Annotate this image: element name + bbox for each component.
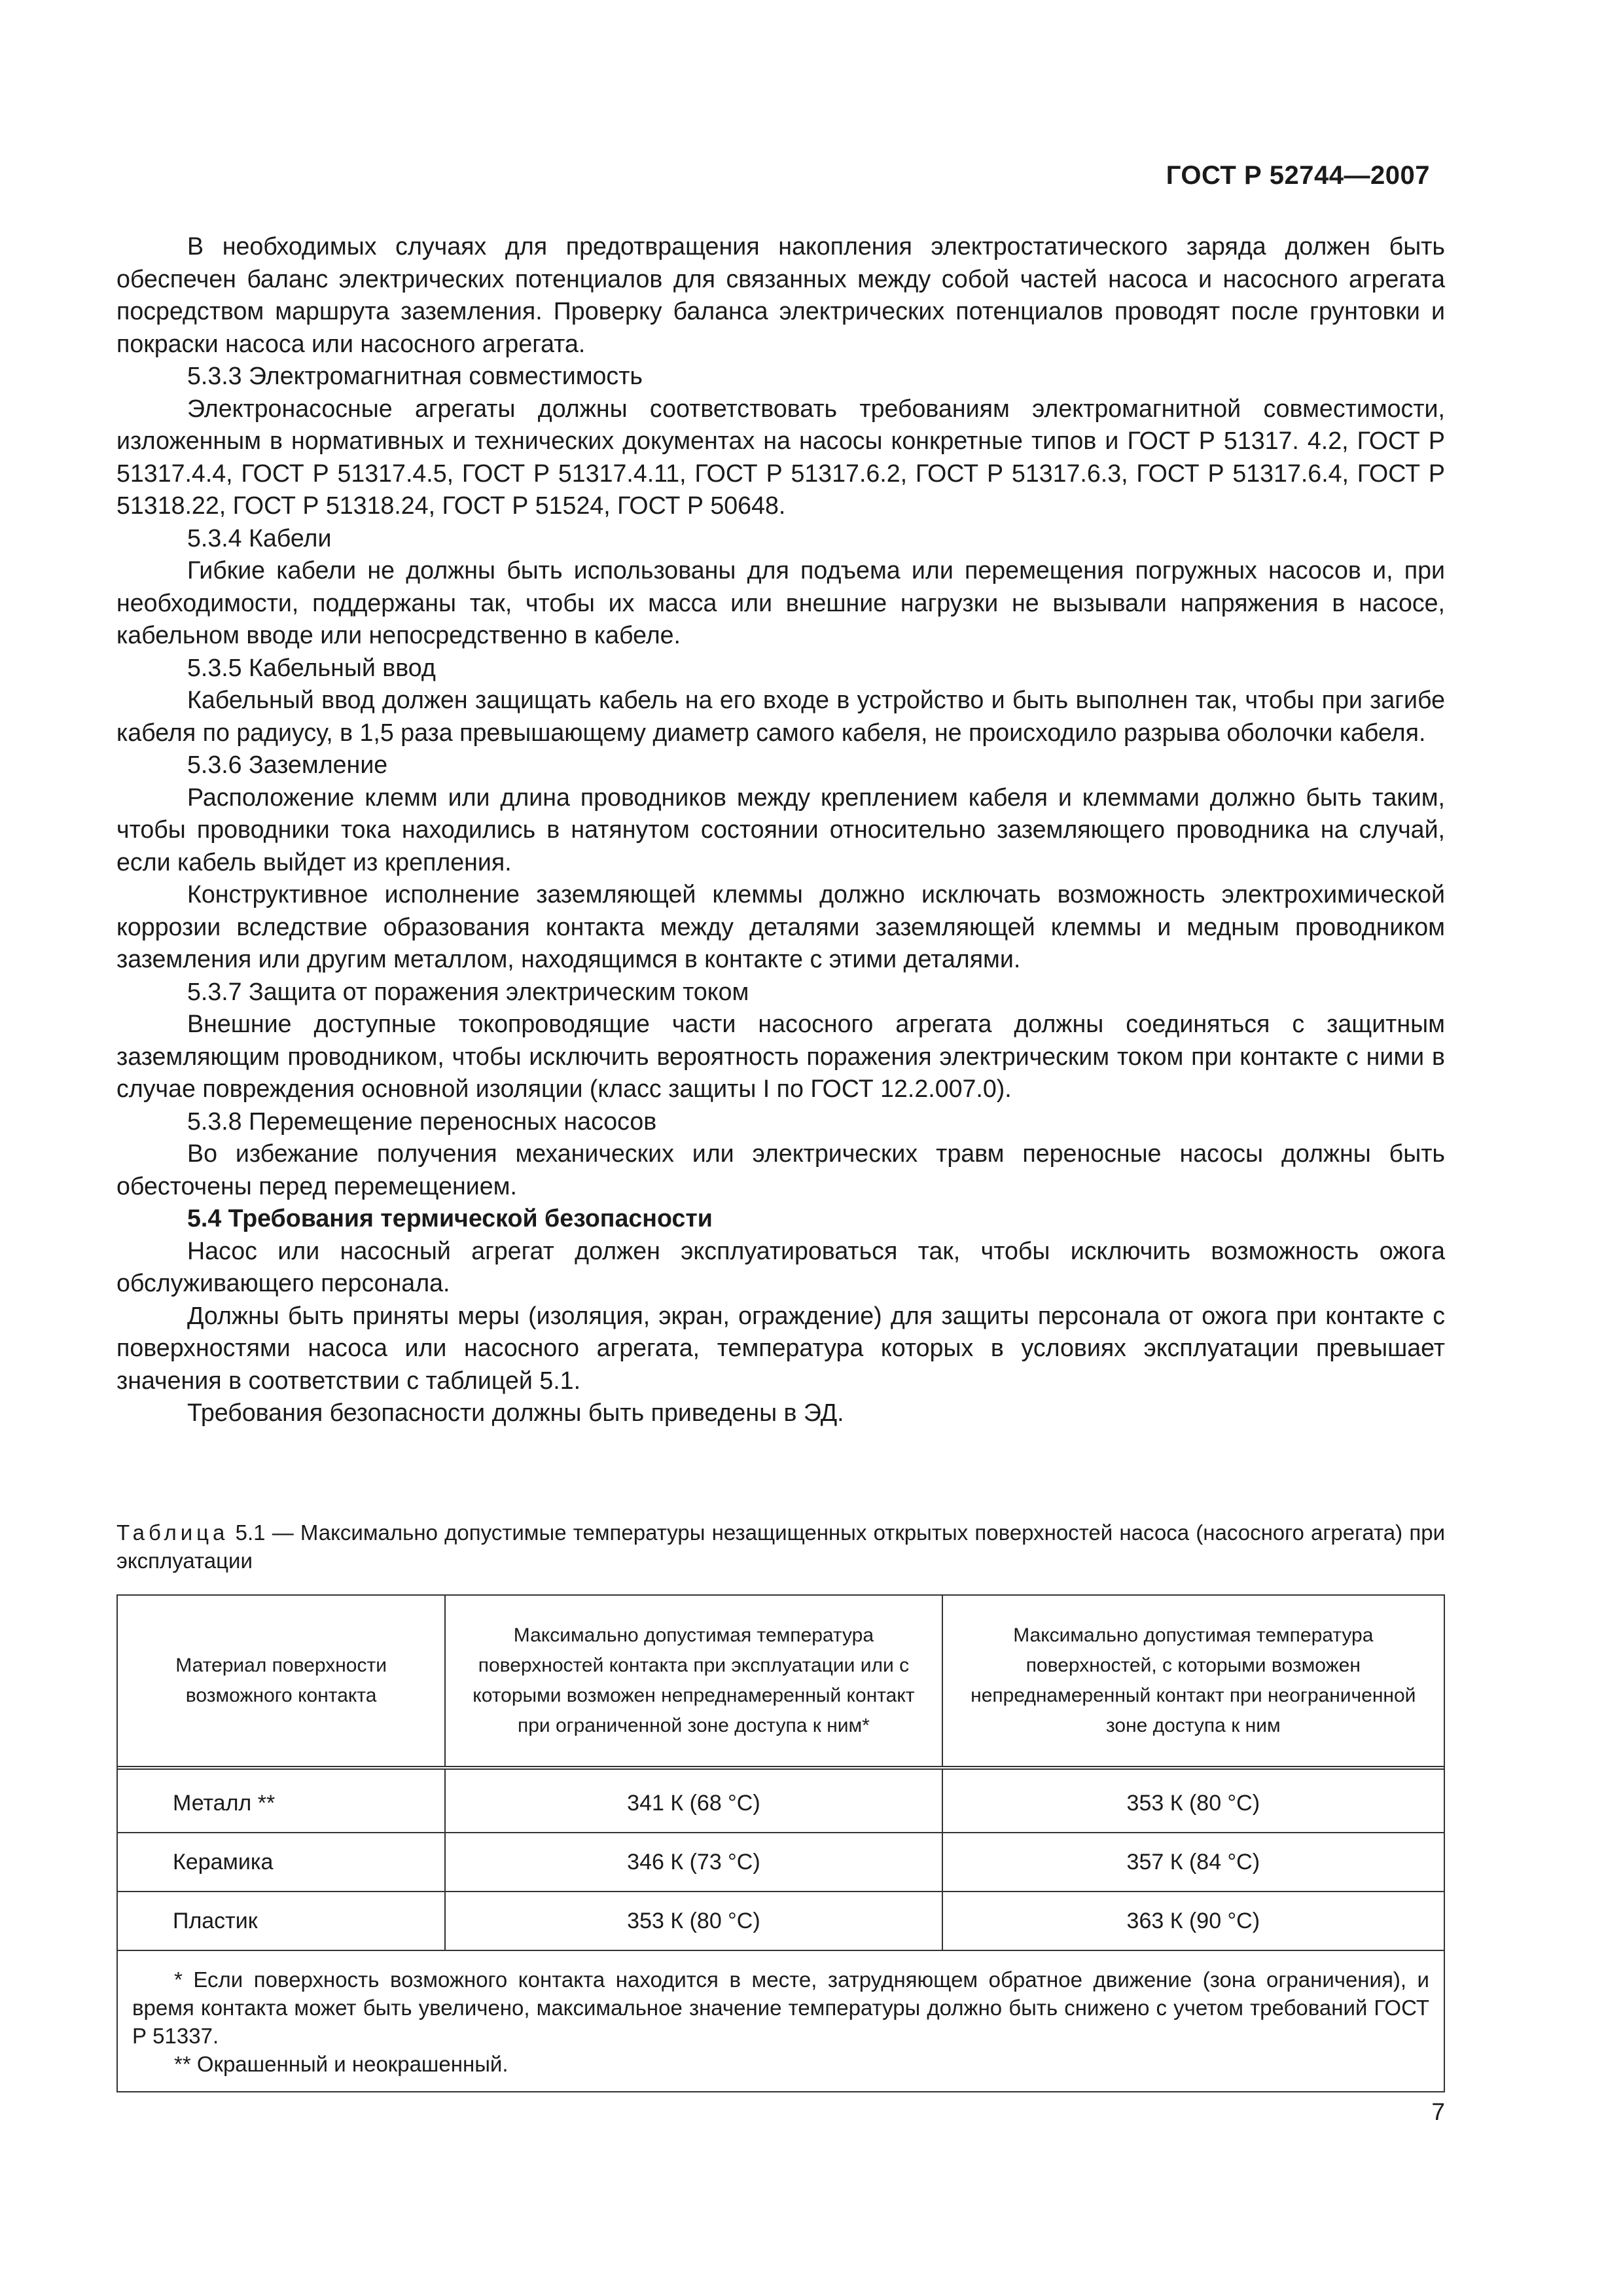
paragraph-grounding-corrosion: Конструктивное исполнение заземляющей клеммы должно исключать возможность электрохимической коррозии вследствие образования контакта между деталями заземляющей клеммы и медным проводником заземления или другим металлом, находящимся в контакте с этими деталями. <box>116 880 1445 973</box>
cell-unlimited-temp: 363 К (90 °С) <box>942 1892 1444 1950</box>
body-text <box>116 230 1445 1429</box>
cell-limited-temp: 353 К (80 °С) <box>445 1892 942 1950</box>
table-caption-number: 5.1 <box>235 1520 266 1545</box>
table-header-row <box>118 1596 1444 1768</box>
section-heading-5-3-6: 5.3.6 Заземление <box>187 751 388 778</box>
table-note-1: * Если поверхность возможного контакта находится в месте, затрудняющем обратное движение (зона ограничения), и время контакта может быть увеличено, максимальное значение температуры должно быть снижено с учетом требований ГОСТ Р 51337. <box>132 1967 1429 2048</box>
table-row <box>118 1833 1444 1892</box>
section-heading-5-3-5: 5.3.5 Кабельный ввод <box>187 653 436 681</box>
cell-material: Пластик <box>118 1892 445 1950</box>
table-caption-text: — Максимально допустимые температуры незащищенных открытых поверхностей насоса (насосного агрегата) при эксплуатации <box>116 1520 1446 1573</box>
cell-unlimited-temp: 357 К (84 °С) <box>942 1833 1444 1892</box>
table-note-2: ** Окрашенный и неокрашенный. <box>174 2052 508 2076</box>
cell-material: Керамика <box>118 1833 445 1892</box>
paragraph-burn-risk: Насос или насосный агрегат должен эксплуатироваться так, чтобы исключить возможность ожога обслуживающего персонала. <box>116 1236 1445 1297</box>
paragraph-safety-requirements: Требования безопасности должны быть приведены в ЭД. <box>187 1399 844 1426</box>
column-header-unlimited-access: Максимально допустимая температура поверхностей, с которыми возможен непреднамеренный контакт при неограниченной зоне доступа к ним <box>942 1596 1444 1768</box>
paragraph-grounding-terminals: Расположение клемм или длина проводников между креплением кабеля и клеммами должно быть таким, чтобы проводники тока находились в натянутом состоянии относительно заземляющего проводника на случай, если кабель выйдет из крепления. <box>116 783 1445 876</box>
table-caption <box>116 1518 1445 1575</box>
cell-limited-temp: 341 К (68 °С) <box>445 1768 942 1833</box>
table-notes <box>118 1950 1444 2091</box>
cell-unlimited-temp: 353 К (80 °С) <box>942 1768 1444 1833</box>
paragraph-shock-protection: Внешние доступные токопроводящие части насосного агрегата должны соединяться с защитным заземляющим проводником, чтобы исключить вероятность поражения электрическим током при контакте с ними в случае повреждения основной изоляции (класс защиты I по ГОСТ 12.2.007.0). <box>116 1010 1445 1102</box>
section-heading-5-4: 5.4 Требования термической безопасности <box>187 1204 713 1232</box>
cell-material: Металл ** <box>118 1768 445 1833</box>
section-heading-5-3-8: 5.3.8 Перемещение переносных насосов <box>187 1107 657 1135</box>
table-row <box>118 1768 1444 1833</box>
section-heading-5-3-4: 5.3.4 Кабели <box>187 524 332 552</box>
paragraph-cables: Гибкие кабели не должны быть использованы для подъема или перемещения погружных насосов и, при необходимости, поддержаны так, чтобы их масса или внешние нагрузки не вызывали напряжения в насосе, кабельном вводе или непосредственно в кабеле. <box>116 556 1445 649</box>
column-header-limited-access: Максимально допустимая температура поверхностей контакта при эксплуатации или с которыми возможен непреднамеренный контакт при ограниченной зоне доступа к ним* <box>445 1596 942 1768</box>
cell-limited-temp: 346 К (73 °С) <box>445 1833 942 1892</box>
section-heading-5-3-3: 5.3.3 Электромагнитная совместимость <box>187 362 643 389</box>
section-heading-5-3-7: 5.3.7 Защита от поражения электрическим током <box>187 977 749 1005</box>
paragraph-emc: Электронасосные агрегаты должны соответствовать требованиям электромагнитной совместимости, изложенным в нормативных и технических документах на насосы конкретные типов и ГОСТ Р 51317. 4.2, ГОСТ Р 51317.4.4, ГОСТ Р 51317.4.5, ГОСТ Р 51317.4.11, ГОСТ Р 51317.6.2, ГОСТ Р 51317.6.3, ГОСТ Р 51317.6.4, ГОСТ Р 51318.22, ГОСТ Р 51318.24, ГОСТ Р 51524, ГОСТ Р 50648. <box>116 394 1445 519</box>
paragraph-portable-pumps: Во избежание получения механических или электрических травм переносные насосы должны быть обесточены перед перемещением. <box>116 1139 1445 1200</box>
temperature-table <box>116 1594 1445 2092</box>
column-header-material: Материал поверхности возможного контакта <box>118 1596 445 1768</box>
table-caption-label: Таблица <box>116 1520 229 1545</box>
document-code: ГОСТ Р 52744—2007 <box>1166 161 1430 190</box>
paragraph-protection-measures: Должны быть приняты меры (изоляция, экран, ограждение) для защиты персонала от ожога при контакте с поверхностями насоса или насосного агрегата, температура которых в условиях эксплуатации превышает значения в соответствии с таблицей 5.1. <box>116 1301 1445 1394</box>
paragraph-grounding-balance: В необходимых случаях для предотвращения накопления электростатического заряда должен быть обеспечен баланс электрических потенциалов для связанных между собой частей насоса и насосного агрегата посредством маршрута заземления. Проверку баланса электрических потенциалов проводят после грунтовки и покраски насоса или насосного агрегата. <box>116 232 1445 357</box>
page-number: 7 <box>1431 2098 1445 2125</box>
paragraph-cable-entry: Кабельный ввод должен защищать кабель на его входе в устройство и быть выполнен так, чтобы при загибе кабеля по радиусу, в 1,5 раза превышающему диаметр самого кабеля, не происходило разрыва оболочки кабеля. <box>116 686 1445 746</box>
table-notes-row <box>118 1950 1444 2091</box>
table-row <box>118 1892 1444 1950</box>
